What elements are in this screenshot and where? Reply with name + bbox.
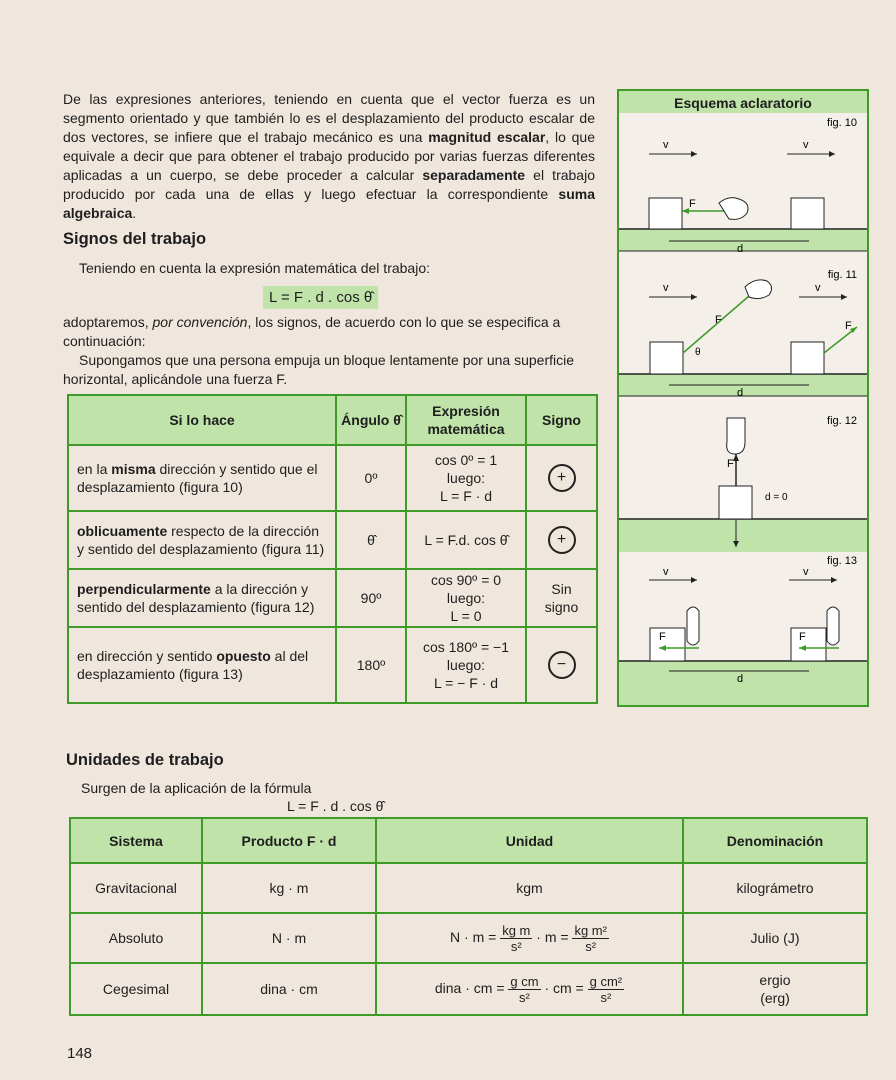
signos-heading: Signos del trabajo — [63, 230, 207, 248]
svg-text:v: v — [663, 139, 669, 151]
table-row: perpendicularmente a la dirección y sentido del desplazamiento (figura 12) 90º cos 90º = 0 luego: L = 0 Sin signo — [68, 569, 597, 627]
header-denominacion: Denominación — [683, 818, 867, 863]
svg-text:F: F — [845, 320, 852, 332]
header-si-lo-hace: Si lo hace — [68, 395, 336, 445]
scheme-title: Esquema aclaratorio — [674, 95, 812, 111]
svg-text:d: d — [737, 243, 744, 255]
suppose-paragraph: Supongamos que una persona empuja un bloque lentamente por una superficie horizontal, aplicándole una fuerza F. — [63, 352, 575, 387]
table-row: oblicuamente respecto de la dirección y sentido del desplazamiento (figura 11) θ̂ L = F.d. cos θ̂ + — [68, 511, 597, 569]
work-formula: L = F . d . cos θ̂ — [263, 286, 378, 309]
table-row: Cegesimal dina · cm dina · cm = $\frac{\text{g cm}}{\text{s²}}$ · cm = $\frac{\text{g cm²}}{\text{s²}}$ ergio (erg) — [70, 963, 867, 1015]
svg-text:F: F — [689, 198, 696, 210]
table-row: Gravitacional kg · m kgm kilográmetro — [70, 863, 867, 913]
fig11-label: fig. 11 — [827, 269, 857, 281]
units-table — [69, 817, 868, 1016]
svg-text:F: F — [727, 458, 734, 470]
hand-icon — [727, 418, 745, 454]
svg-text:d: d — [737, 673, 744, 685]
header-angulo: Ángulo θ̂ — [336, 395, 406, 445]
plus-sign-icon: + — [548, 526, 576, 554]
svg-text:v: v — [663, 566, 669, 578]
svg-text:v: v — [815, 282, 821, 294]
page-number: 148 — [67, 1045, 93, 1062]
svg-text:F: F — [659, 631, 666, 643]
svg-text:v: v — [663, 282, 669, 294]
unidades-intro: Surgen de la aplicación de la fórmula — [81, 780, 312, 796]
svg-text:F: F — [799, 631, 806, 643]
intro-paragraph: De las expresiones anteriores, teniendo en cuenta que el vector fuerza es un segmento orientado y que también lo es el desplazamiento del producto escalar de dos vectores, se infiere que el trabajo mecánico es una magnitud escalar, lo que equivale a decir que para obtener el trabajo producido por varias fuerzas diferentes aplicadas a un cuerpo, se debe proceder a calcular separadamente el trabajo producido por cada una de ellas y luego efectuar la correspondiente suma algebraica. — [63, 91, 595, 221]
header-producto: Producto F · d — [202, 818, 376, 863]
convention-paragraph: adoptaremos, por convención, los signos, de acuerdo con lo que se especifica a continuación: — [63, 314, 561, 349]
table-row: en dirección y sentido opuesto al del desplazamiento (figura 13) 180º cos 180º = −1 luego: L = − F · d − — [68, 627, 597, 703]
header-unidad: Unidad — [376, 818, 683, 863]
svg-text:F: F — [715, 314, 722, 326]
hand-icon — [687, 607, 699, 645]
unidades-heading: Unidades de trabajo — [66, 751, 224, 769]
table-row: Absoluto N · m N · m = $\frac{\text{kg m}}{\text{s²}}$ · m = $\frac{\text{kg m²}}{\text{s²}}$ Julio (J) — [70, 913, 867, 963]
hand-icon — [827, 607, 839, 645]
table-row: en la misma dirección y sentido que el desplazamiento (figura 10) 0º cos 0º = 1 luego: L = F · d + — [68, 445, 597, 511]
header-sistema: Sistema — [70, 818, 202, 863]
svg-text:θ: θ — [695, 347, 701, 358]
svg-text:v: v — [803, 139, 809, 151]
minus-sign-icon: − — [548, 651, 576, 679]
plus-sign-icon: + — [548, 464, 576, 492]
svg-text:d: d — [737, 387, 744, 399]
fig13-label: fig. 13 — [827, 555, 857, 567]
fig10-label: fig. 10 — [827, 117, 857, 129]
header-expresion: Expresión matemática — [406, 395, 526, 445]
fig12-label: fig. 12 — [827, 415, 857, 427]
header-signo: Signo — [526, 395, 597, 445]
hand-icon — [745, 280, 772, 299]
svg-text:v: v — [803, 566, 809, 578]
hand-icon — [719, 198, 748, 220]
svg-text:d = 0: d = 0 — [765, 492, 788, 503]
signs-table — [67, 394, 598, 704]
unidades-formula: L = F . d . cos θ̂ — [287, 798, 384, 814]
signos-intro: Teniendo en cuenta la expresión matemática del trabajo: — [79, 260, 430, 276]
scheme-panel — [617, 89, 869, 707]
scheme-drawing — [619, 91, 867, 705]
